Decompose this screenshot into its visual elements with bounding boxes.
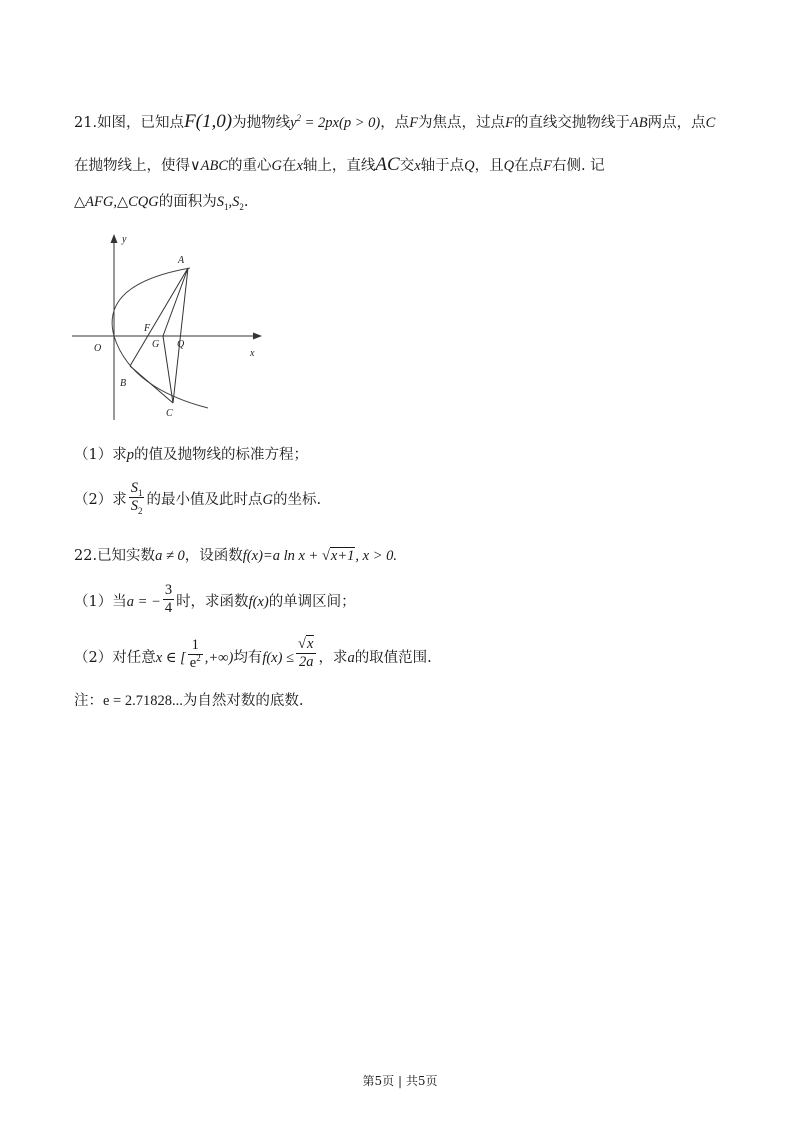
var-f: F xyxy=(543,158,552,174)
line-bc xyxy=(130,366,173,403)
var-f: F xyxy=(409,115,419,131)
var-q: Q xyxy=(464,158,475,174)
q21-text: 在点 xyxy=(514,158,544,174)
note-label: 注： xyxy=(74,693,103,709)
y-axis-arrow-icon xyxy=(111,234,118,243)
part-label: （1）当 xyxy=(74,594,127,611)
line-ab xyxy=(130,268,188,366)
triangle-abc: ∨ABC xyxy=(190,158,228,174)
label-q: Q xyxy=(177,339,185,350)
var-g: G xyxy=(271,158,282,174)
var-p: p xyxy=(126,447,134,463)
line-gc xyxy=(163,336,173,403)
q22-text: 已知实数 xyxy=(97,548,156,564)
q22-part-1 xyxy=(74,582,356,616)
x-axis-arrow-icon xyxy=(253,333,262,340)
label-b: B xyxy=(120,378,127,389)
var-q: Q xyxy=(503,158,515,174)
q21-text: 两点，点 xyxy=(647,115,706,131)
fraction-s1-s2: $\frac{S_1}{S_2}$ xyxy=(130,480,143,516)
q21-text: 右侧. 记 xyxy=(551,158,605,174)
var-g: G xyxy=(262,492,273,509)
var-a: a xyxy=(347,650,355,667)
q21-text: 在抛物线上，使得 xyxy=(74,158,190,174)
condition-a: a ≠ 0 xyxy=(155,548,185,564)
var-x: x xyxy=(296,158,303,174)
label-y: y xyxy=(122,234,127,245)
var-ab: AB xyxy=(629,115,648,131)
note-text: 为自然对数的底数. xyxy=(182,693,304,709)
label-g: G xyxy=(152,339,160,350)
var-f: F xyxy=(505,115,514,131)
part-text: ，求 xyxy=(318,650,348,667)
var-c: C xyxy=(705,115,716,131)
sqrt-sign: √ xyxy=(321,548,330,564)
part-label: （2）求 xyxy=(74,492,127,509)
part-text: 的最小值及此时点 xyxy=(146,492,263,509)
part-text: 的取值范围. xyxy=(354,650,432,667)
label-a: A xyxy=(178,255,185,266)
parabola-curve xyxy=(112,268,208,408)
q21-text: 轴上，直线 xyxy=(302,158,376,174)
q21-part-1 xyxy=(74,448,308,463)
q21-text: 在 xyxy=(281,158,297,174)
q21-line-3 xyxy=(74,195,248,210)
x-in: x ∈ [ xyxy=(155,650,186,667)
q21-number: 21. xyxy=(74,115,98,131)
part-text: 的单调区间； xyxy=(268,594,356,611)
fraction-sqrtx-2a: $\frac{√x}{2a}$ xyxy=(296,636,316,670)
q21-text: 交 xyxy=(399,158,415,174)
page-footer: 第5页 | 共5页 xyxy=(362,1074,438,1088)
line-ac: AC xyxy=(375,154,400,175)
q21-text: ，点 xyxy=(380,115,410,131)
q21-text: 的重心 xyxy=(228,158,272,174)
q21-text: 为抛物线 xyxy=(232,115,291,131)
point-f: F(1,0) xyxy=(184,111,233,132)
areas-s1-s2: $S_1,S_2$ xyxy=(216,194,244,212)
radicand: x+1 xyxy=(330,548,355,564)
q21-text: ，且 xyxy=(474,158,504,174)
q22-note xyxy=(74,694,303,709)
q22-text: ，设函数 xyxy=(184,548,243,564)
fraction-1-e2: $\frac{1}{e^2}$ xyxy=(189,637,201,671)
part-text: 的坐标. xyxy=(272,492,322,509)
triangles-afg-cqg: △AFG,△CQG xyxy=(74,194,159,210)
label-c: C xyxy=(166,408,173,419)
parabola-equation: $y^2 = 2px(p > 0)$ xyxy=(290,113,381,131)
q21-text: 如图，已知点 xyxy=(97,115,185,131)
e-value: e = 2.71828... xyxy=(103,693,183,709)
q21-text: . xyxy=(243,194,249,210)
q21-text: 的直线交抛物线于 xyxy=(513,115,630,131)
q21-text: 为焦点，过点 xyxy=(418,115,506,131)
fraction-3-4: $\frac{3}{4}$ xyxy=(164,582,173,616)
part-label: （1）求 xyxy=(74,447,127,463)
q21-text: 的面积为 xyxy=(158,194,217,210)
label-x: x xyxy=(250,348,255,359)
parabola-figure xyxy=(70,228,270,420)
part-text: 时，求函数 xyxy=(176,594,249,611)
q21-line-1 xyxy=(74,112,715,131)
part-text: 的值及抛物线的标准方程； xyxy=(133,447,308,463)
q22-text: , x > 0. xyxy=(355,548,397,564)
function-fx: f(x) xyxy=(248,594,269,611)
q21-part-2 xyxy=(74,480,322,516)
function-f: f(x)=a ln x + xyxy=(242,548,322,564)
label-f: F xyxy=(144,323,151,334)
label-o: O xyxy=(94,343,102,354)
inequality: f(x) ≤ xyxy=(262,650,295,667)
q21-line-2 xyxy=(74,155,605,174)
part-text: 均有 xyxy=(233,650,263,667)
q22-stem xyxy=(74,549,397,564)
q22-number: 22. xyxy=(74,548,98,564)
interval-end: ,+∞) xyxy=(204,650,234,667)
q21-text: 轴于点 xyxy=(420,158,465,174)
part-label: （2）对任意 xyxy=(74,650,156,667)
q22-part-2 xyxy=(74,636,432,671)
var-x: x xyxy=(414,158,421,174)
a-equals: a = − xyxy=(126,594,161,611)
